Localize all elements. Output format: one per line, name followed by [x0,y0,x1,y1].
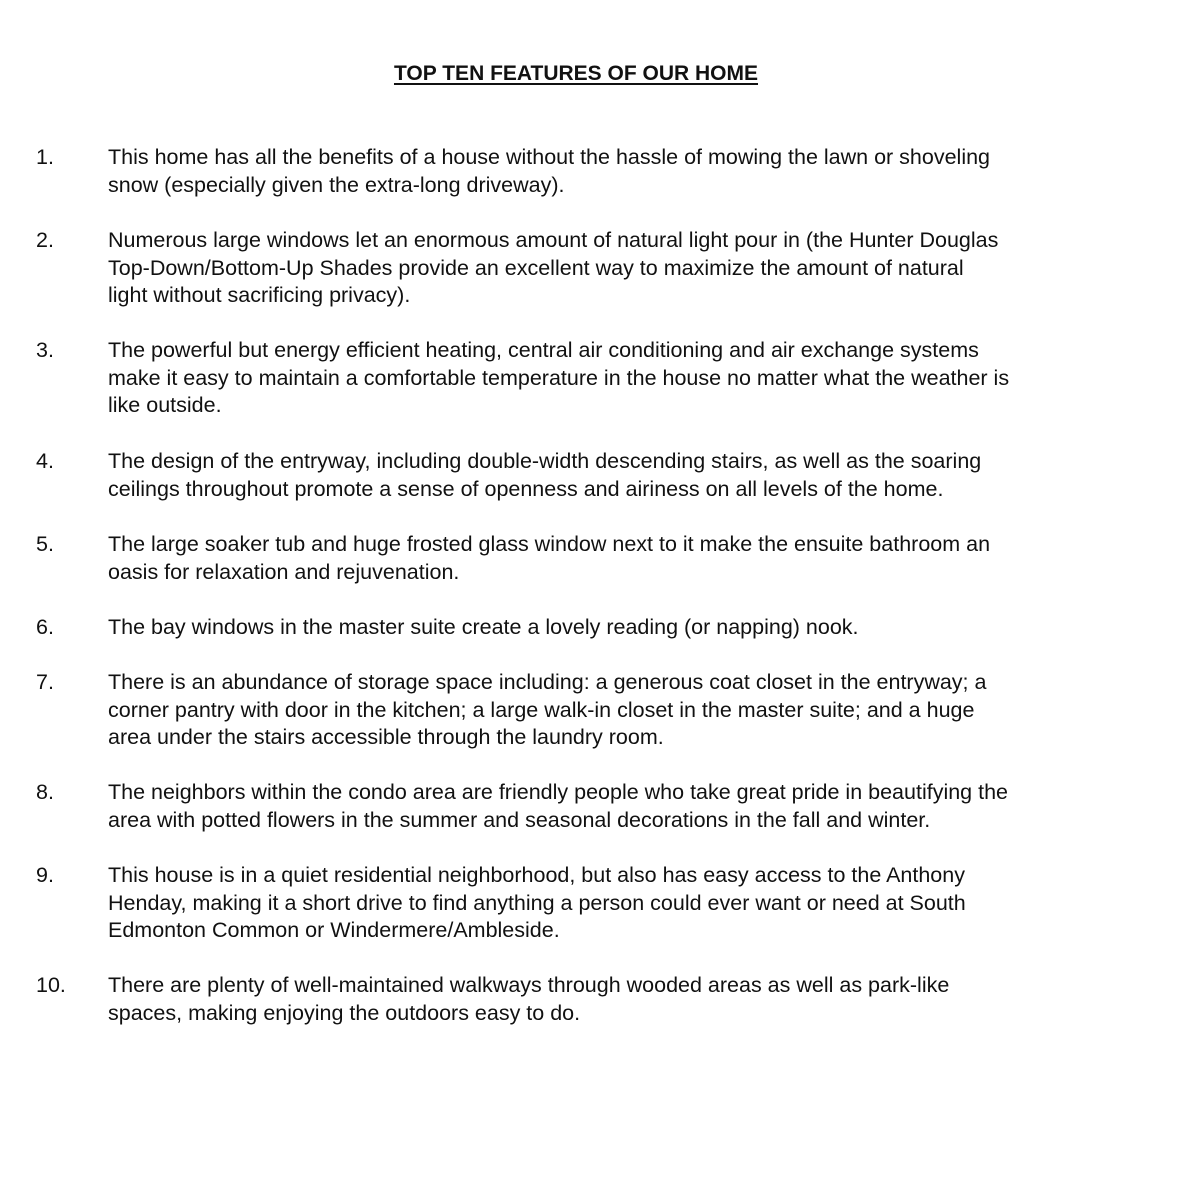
item-text [108,337,1148,420]
item-text-line: This house is in a quiet residential neighborhood, but also has easy access to the Anthony [108,863,965,887]
item-text-line: ceilings throughout promote a sense of openness and airiness on all levels of the home. [108,476,944,501]
item-text [108,972,1148,1027]
item-text-line: The bay windows in the master suite create a lovely reading (or napping) nook. [108,615,859,639]
item-text-line: The powerful but energy efficient heating, central air conditioning and air exchange systems [108,338,979,362]
document-title [0,60,1152,88]
item-number: 10. [36,973,66,997]
item-text-line: There is an abundance of storage space including: a generous coat closet in the entryway; a [108,670,987,694]
item-text-line: The neighbors within the condo area are friendly people who take great pride in beautifying the [108,780,1008,804]
item-number: 3. [36,338,54,362]
item-text [108,669,1148,752]
item-text-line: Edmonton Common or Windermere/Ambleside. [108,918,560,943]
item-text-line: There are plenty of well-maintained walkways through wooded areas as well as park-like [108,973,950,997]
item-text [108,779,1148,834]
item-text [108,144,1148,199]
item-text-line: corner pantry with door in the kitchen; a large walk-in closet in the master suite; and a huge [108,697,975,722]
item-text [108,531,1148,586]
item-text-line: light without sacrificing privacy). [108,283,411,308]
item-number: 2. [36,228,54,252]
item-number: 7. [36,670,54,694]
item-text-line: snow (especially given the extra-long driveway). [108,172,565,197]
item-text-line: area with potted flowers in the summer and seasonal decorations in the fall and winter. [108,807,931,832]
item-text [108,227,1148,310]
item-number: 6. [36,615,54,639]
item-text-line: oasis for relaxation and rejuvenation. [108,559,460,584]
item-text-line: This home has all the benefits of a house without the hassle of mowing the lawn or shoveling [108,145,991,169]
item-text [108,448,1148,503]
item-number: 1. [36,145,54,169]
item-number: 4. [36,449,54,473]
item-number: 5. [36,532,54,556]
item-text [108,614,1148,642]
item-text-line: The design of the entryway, including double-width descending stairs, as well as the soaring [108,449,982,473]
item-text-line: The large soaker tub and huge frosted glass window next to it make the ensuite bathroom an [108,532,991,556]
item-text-line: like outside. [108,393,222,418]
item-text-line: area under the stairs accessible through the laundry room. [108,725,664,750]
item-number: 9. [36,863,54,887]
document-title-text: TOP TEN FEATURES OF OUR HOME [393,62,759,85]
item-text [108,862,1148,945]
item-text-line: Henday, making it a short drive to find anything a person could ever want or need at South [108,890,966,915]
item-number: 8. [36,780,54,804]
item-text-line: spaces, making enjoying the outdoors easy to do. [108,1000,581,1025]
item-text-line: Top-Down/Bottom-Up Shades provide an excellent way to maximize the amount of natural [108,255,964,280]
item-text-line: Numerous large windows let an enormous amount of natural light pour in (the Hunter Douglas [108,228,999,252]
item-text-line: make it easy to maintain a comfortable temperature in the house no matter what the weather is [108,365,1010,390]
